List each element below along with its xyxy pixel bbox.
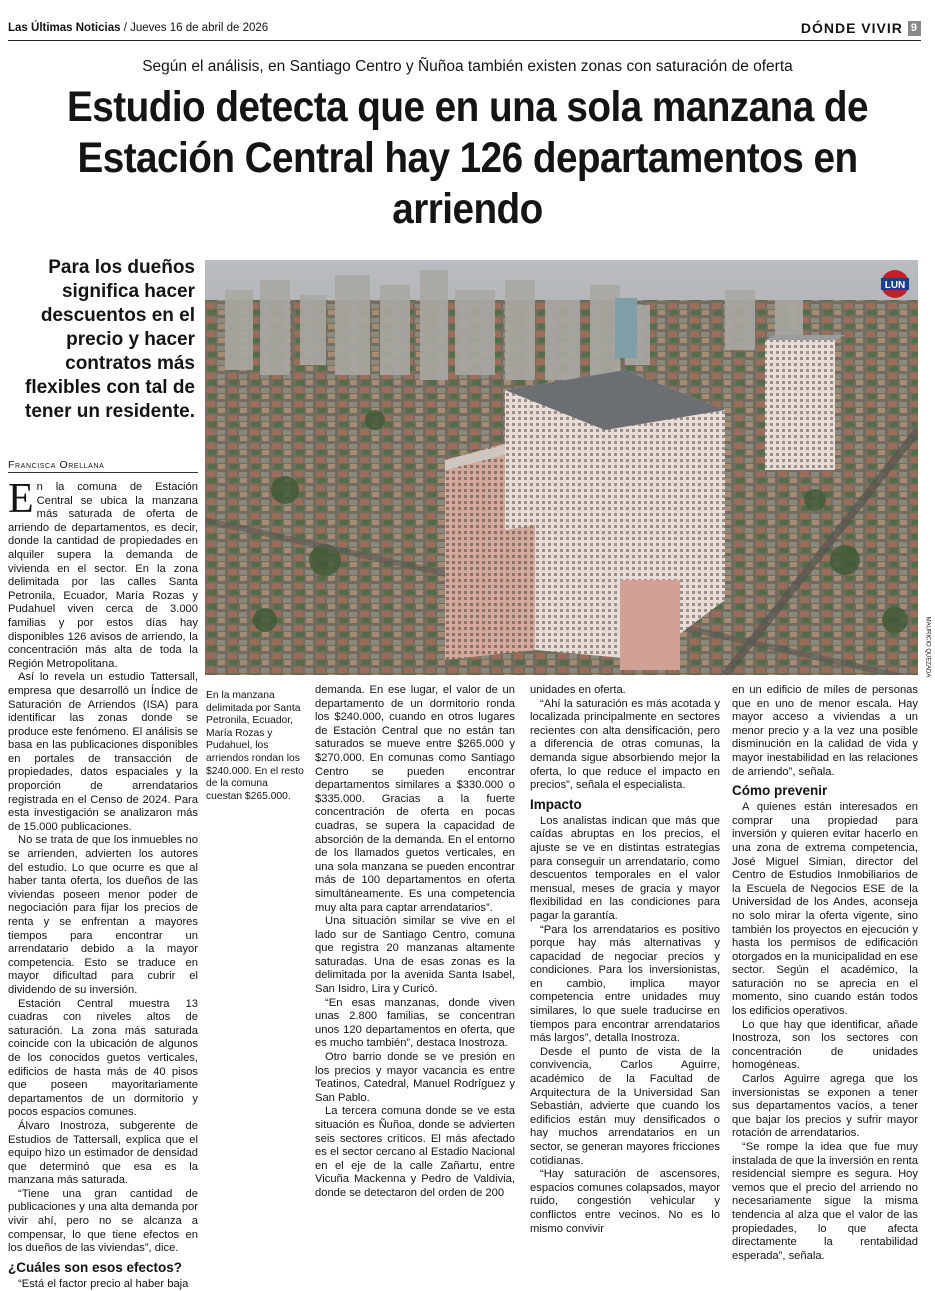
dropcap: E [8, 476, 34, 522]
paragraph: Estación Central muestra 13 cuadras con niveles altos de saturación. La zona más saturada coincide con la ubicación de algunos de los conocidos guetos verticales, edificios de hasta más de 40 pisos que poseen mayoritariamente departamentos de un dormitorio y pocos espacios comunes. [8, 997, 198, 1119]
paragraph: “En esas manzanas, donde viven unas 2.800 familias, se concentran unos 120 departamentos en oferta, que es mucho también”, destaca Inostroza. [315, 996, 515, 1050]
paragraph: A quienes están interesados en comprar una propiedad para inversión y quieren evitar hacerlo en una zona de extrema competencia, José Miguel Simian, director del Centro de Estudios Inmobiliarios de la Escuela de Negocios ESE de la Universidad de los Andes, aconseja no solo mirar la oferta vigente, sino también los proyectos en ejecución y hasta los permisos de edificación otorgados en la municipalidad en ese sector. Según el académico, la saturación no se aprecia en el momento, sino cuando están todos los edificios operativos. [732, 801, 918, 1018]
headline: Estudio detecta que en una sola manzana de Estación Central hay 126 departamentos en arriendo [67, 83, 868, 233]
paragraph: No se trata de que los inmuebles no se arrienden, advierten los autores del estudio. Lo que ocurre es que al haber tanta oferta, los dueños de las viviendas poseen menor poder de negociación para fijar los precios de renta y se enfrentan a mayores tiempos para encontrar un arrendatario debido a la mayor competencia. Esto se traduce en mayor dificultad para cubrir el dividendo de su inversión. [8, 834, 198, 996]
lun-logo [881, 270, 909, 298]
section-name: DÓNDE VIVIR [800, 20, 903, 36]
article-column-3 [530, 684, 720, 1236]
photo-credit [919, 616, 931, 678]
paragraph: Álvaro Inostroza, subgerente de Estudios de Tattersall, explica que el equipo hizo un estimador de densidad que determinó que esa es la manzana más saturada. [8, 1119, 198, 1187]
paragraph: Los analistas indican que más que caídas abruptas en los precios, el ajuste se ve en distintas estrategias para conseguir un arrendatario, como descuentos temporales en el valor mensual, meses de gracia y mayor flexibilidad en las condiciones para pagar la garantía. [530, 814, 720, 922]
paragraph: Lo que hay que identificar, añade Inostroza, son los sectores con concentración de unidades homogéneas. [732, 1018, 918, 1072]
photo-credit-text: MAURICIO QUEZADA [924, 616, 931, 678]
paragraph: en un edificio de miles de personas que en uno de menor escala. Hay mayor acceso a viviendas a un menor precio y a la vez una posible disminución en la calidad de vida y mayor inestabilidad en las relaciones de arriendo”, señala. [732, 684, 918, 778]
article-column-4 [732, 684, 918, 1263]
paragraph: “Se rompe la idea que fue muy instalada de que la inversión en renta residencial siempre es segura. Hoy vemos que el precio del arriendo no necesariamente sigue la misma tendencia al alza que el valor de las propiedades, lo que afecta directamente la rentabilidad esperada”, señala. [732, 1141, 918, 1262]
subheading: ¿Cuáles son esos efectos? [8, 1259, 183, 1275]
paragraph: “Tiene una gran cantidad de publicaciones y una alta demanda por vivir ahí, pero no se alcanza a compensar, lo que tiene efectos en los dueños de las viviendas”, dice. [8, 1187, 198, 1255]
photo-caption: En la manzana delimitada por Santa Petronila, Ecuador, María Rozas y Pudahuel, los arriendos rondan los $240.000. En el resto de la comuna cuestan $265.000. [206, 690, 304, 802]
header-rule [8, 40, 921, 41]
issue-date: / Jueves 16 de abril de 2026 [123, 22, 269, 34]
paragraph: n la comuna de Estación Central se ubica la manzana más saturada de oferta de arriendo de departamentos, es decir, donde la cantidad de propiedades en alquiler supera la demanda de vivienda en el sector. En la zona delimitada por las calles Santa Petronila, Ecuador, María Rozas y Pudahuel viven cerca de 3.000 familias y por estos días hay disponibles 126 avisos de arriendo, la concentración más alta de toda la Región Metropolitana. [8, 481, 198, 670]
byline-rule [8, 472, 198, 473]
paragraph: “Está el factor precio al haber baja [18, 1277, 189, 1290]
paragraph: Así lo revela un estudio Tattersall, empresa que desarrolló un Índice de Saturación de Arriendos (ISA) para identificar las zonas donde se produce este fenómeno. El análisis se basa en las publicaciones disponibles en portales de transacción de propiedades, datos espaciales y la proporción de arrendatarios registrada en el Censo de 2024. Para esta investigación se analizaron más de 15.000 publicaciones. [8, 671, 198, 833]
subheading: Cómo prevenir [732, 783, 828, 799]
lun-logo-text: LUN [884, 280, 906, 291]
paragraph: demanda. En ese lugar, el valor de un departamento de un dormitorio ronda los $240.000, cuando en otros lugares de Estación Central que no están tan saturados se mueve entre $265.000 y $270.000. En comunas como Santiago Centro se pueden encontrar departamentos similares a $330.000 o $335.000. Gracias a la fuerte concentración de oferta en pocas cuadras, se supera la capacidad de absorción de la demanda. En el entorno de los llamados guetos verticales, en una sola manzana se pueden encontrar más de 100 departamentos en oferta simultáneamente. Es una competencia muy alta para captar arrendatarios”. [315, 684, 515, 914]
page-number: 9 [908, 21, 921, 36]
newspaper-name: Las Últimas Noticias [8, 22, 121, 34]
paragraph: “Ahí la saturación es más acotada y localizada principalmente en sectores recientes con alta densificación, pero a diferencia de otras comunas, la demanda sigue absorbiendo mejor la oferta, lo que reduce el impacto en precios”, señala el especialista. [530, 697, 720, 792]
byline: Francisca Orellana [8, 459, 105, 471]
paragraph: unidades en oferta. [530, 684, 626, 696]
paragraph: Desde el punto de vista de la convivencia, Carlos Aguirre, académico de la Facultad de Arquitectura de la Universidad San Sebastián, advierte que cuando los edificios están muy densificados o hay muchos arrendatarios en un sector, se generan mayores fricciones cotidianas. [530, 1045, 720, 1167]
paragraph: “Hay saturación de ascensores, espacios comunes colapsados, mayor ruido, congestión vehicular y conflictos entre vecinos. No es lo mismo convivir [530, 1168, 720, 1235]
aerial-photo [205, 260, 918, 675]
kicker: Según el análisis, en Santiago Centro y Ñuñoa también existen zonas con saturación de oferta [142, 58, 793, 75]
section-label [801, 20, 921, 36]
article-column-2 [315, 684, 515, 1201]
aerial-city-illustration [205, 260, 918, 675]
subheading: Impacto [530, 796, 582, 812]
deck: Para los dueños significa hacer descuentos en el precio y hacer contratos más flexibles con tal de tener un residente. [25, 257, 195, 422]
paragraph: “Para los arrendatarios es positivo porque hay más alternativas y capacidad de negociar precios y condiciones. Para los inversionistas, en cambio, implica mayor competencia entre unidades muy similares, lo que suele traducirse en tiempos para encontrar arrendatarios más largos”, detalla Inostroza. [530, 923, 720, 1045]
article-column-1 [8, 476, 198, 1291]
paragraph: Otro barrio donde se ve presión en los precios y mayor vacancia es entre Teatinos, Catedral, Manuel Rodríguez y San Pablo. [315, 1051, 515, 1104]
paragraph: Carlos Aguirre agrega que los inversionistas se exponen a tener sus departamentos vacíos, a tener que bajar los precios y sufrir mayor rotación de arrendatarios. [732, 1073, 918, 1140]
paragraph: Una situación similar se vive en el lado sur de Santiago Centro, comuna que registra 20 manzanas altamente saturadas. Una de esas zonas es la delimitada por la avenida Santa Isabel, San Isidro, Lira y Curicó. [315, 915, 515, 996]
masthead [8, 22, 268, 34]
paragraph: La tercera comuna donde se ve esta situación es Ñuñoa, donde se advierten seis sectores críticos. El más afectado es el sector cercano al Estadio Nacional en el eje de la calle Zañartu, entre Vicuña Mackenna y Pedro de Valdivia, donde se detectaron del orden de 200 [315, 1105, 515, 1199]
